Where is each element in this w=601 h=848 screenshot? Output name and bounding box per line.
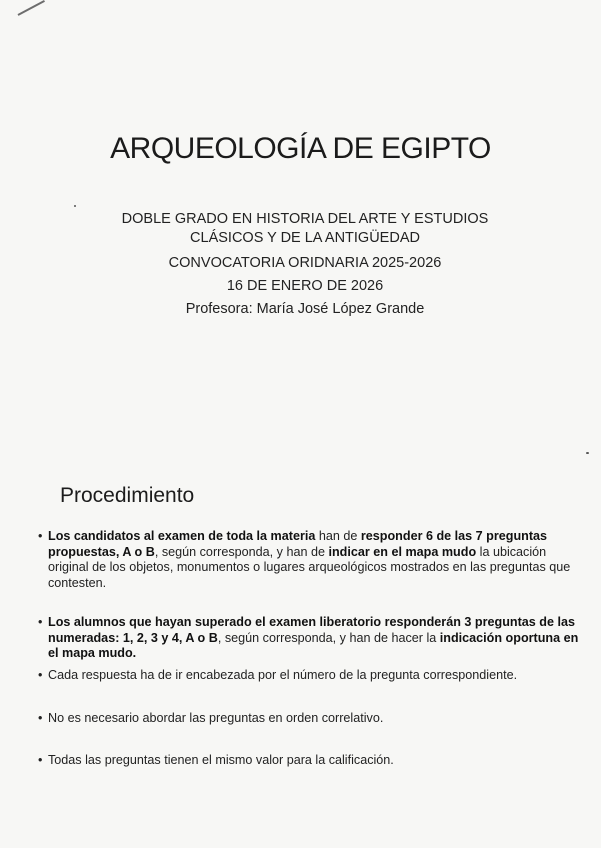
pen-mark bbox=[18, 0, 45, 16]
procedure-item bbox=[38, 615, 588, 662]
item-text: Los alumnos que hayan superado el examen liberatorio responderán 3 preguntas de las numeradas: 1, 2, 3 y 4, A o B, según corresponda, y han de hacer la indicación oportuna en el mapa mudo. bbox=[48, 615, 579, 661]
procedure-item bbox=[38, 711, 588, 727]
professor-name: Profesora: María José López Grande bbox=[185, 301, 425, 317]
bullet-icon: • bbox=[38, 529, 43, 543]
procedure-item bbox=[38, 668, 588, 684]
scan-speck bbox=[586, 452, 589, 454]
degree-line-1: DOBLE GRADO EN HISTORIA DEL ARTE Y ESTUDIOS bbox=[121, 211, 489, 227]
item-text: Cada respuesta ha de ir encabezada por el número de la pregunta correspondiente. bbox=[48, 668, 518, 682]
degree-line-2: CLÁSICOS Y DE LA ANTIGÜEDAD bbox=[190, 230, 420, 246]
exam-date: 16 DE ENERO DE 2026 bbox=[226, 278, 384, 294]
procedure-item bbox=[38, 753, 588, 769]
procedure-item bbox=[38, 529, 588, 591]
scan-speck bbox=[74, 205, 76, 207]
document-title: ARQUEOLOGÍA DE EGIPTO bbox=[110, 132, 491, 165]
bullet-icon: • bbox=[38, 753, 43, 767]
item-text: No es necesario abordar las preguntas en orden correlativo. bbox=[48, 711, 384, 725]
bullet-icon: • bbox=[38, 615, 43, 629]
exam-session: CONVOCATORIA ORIDNARIA 2025-2026 bbox=[168, 255, 442, 271]
item-text: Todas las preguntas tienen el mismo valor para la calificación. bbox=[48, 753, 394, 767]
item-text: Los candidatos al examen de toda la materia han de responder 6 de las 7 preguntas propuestas, A o B, según corresponda, y han de indicar en el mapa mudo la ubicación original de los objetos, monumentos o lugares arqueológicos mostrados en las preguntas que contesten. bbox=[48, 529, 571, 590]
bullet-icon: • bbox=[38, 711, 43, 725]
procedure-heading: Procedimiento bbox=[60, 484, 195, 507]
bullet-icon: • bbox=[38, 668, 43, 682]
